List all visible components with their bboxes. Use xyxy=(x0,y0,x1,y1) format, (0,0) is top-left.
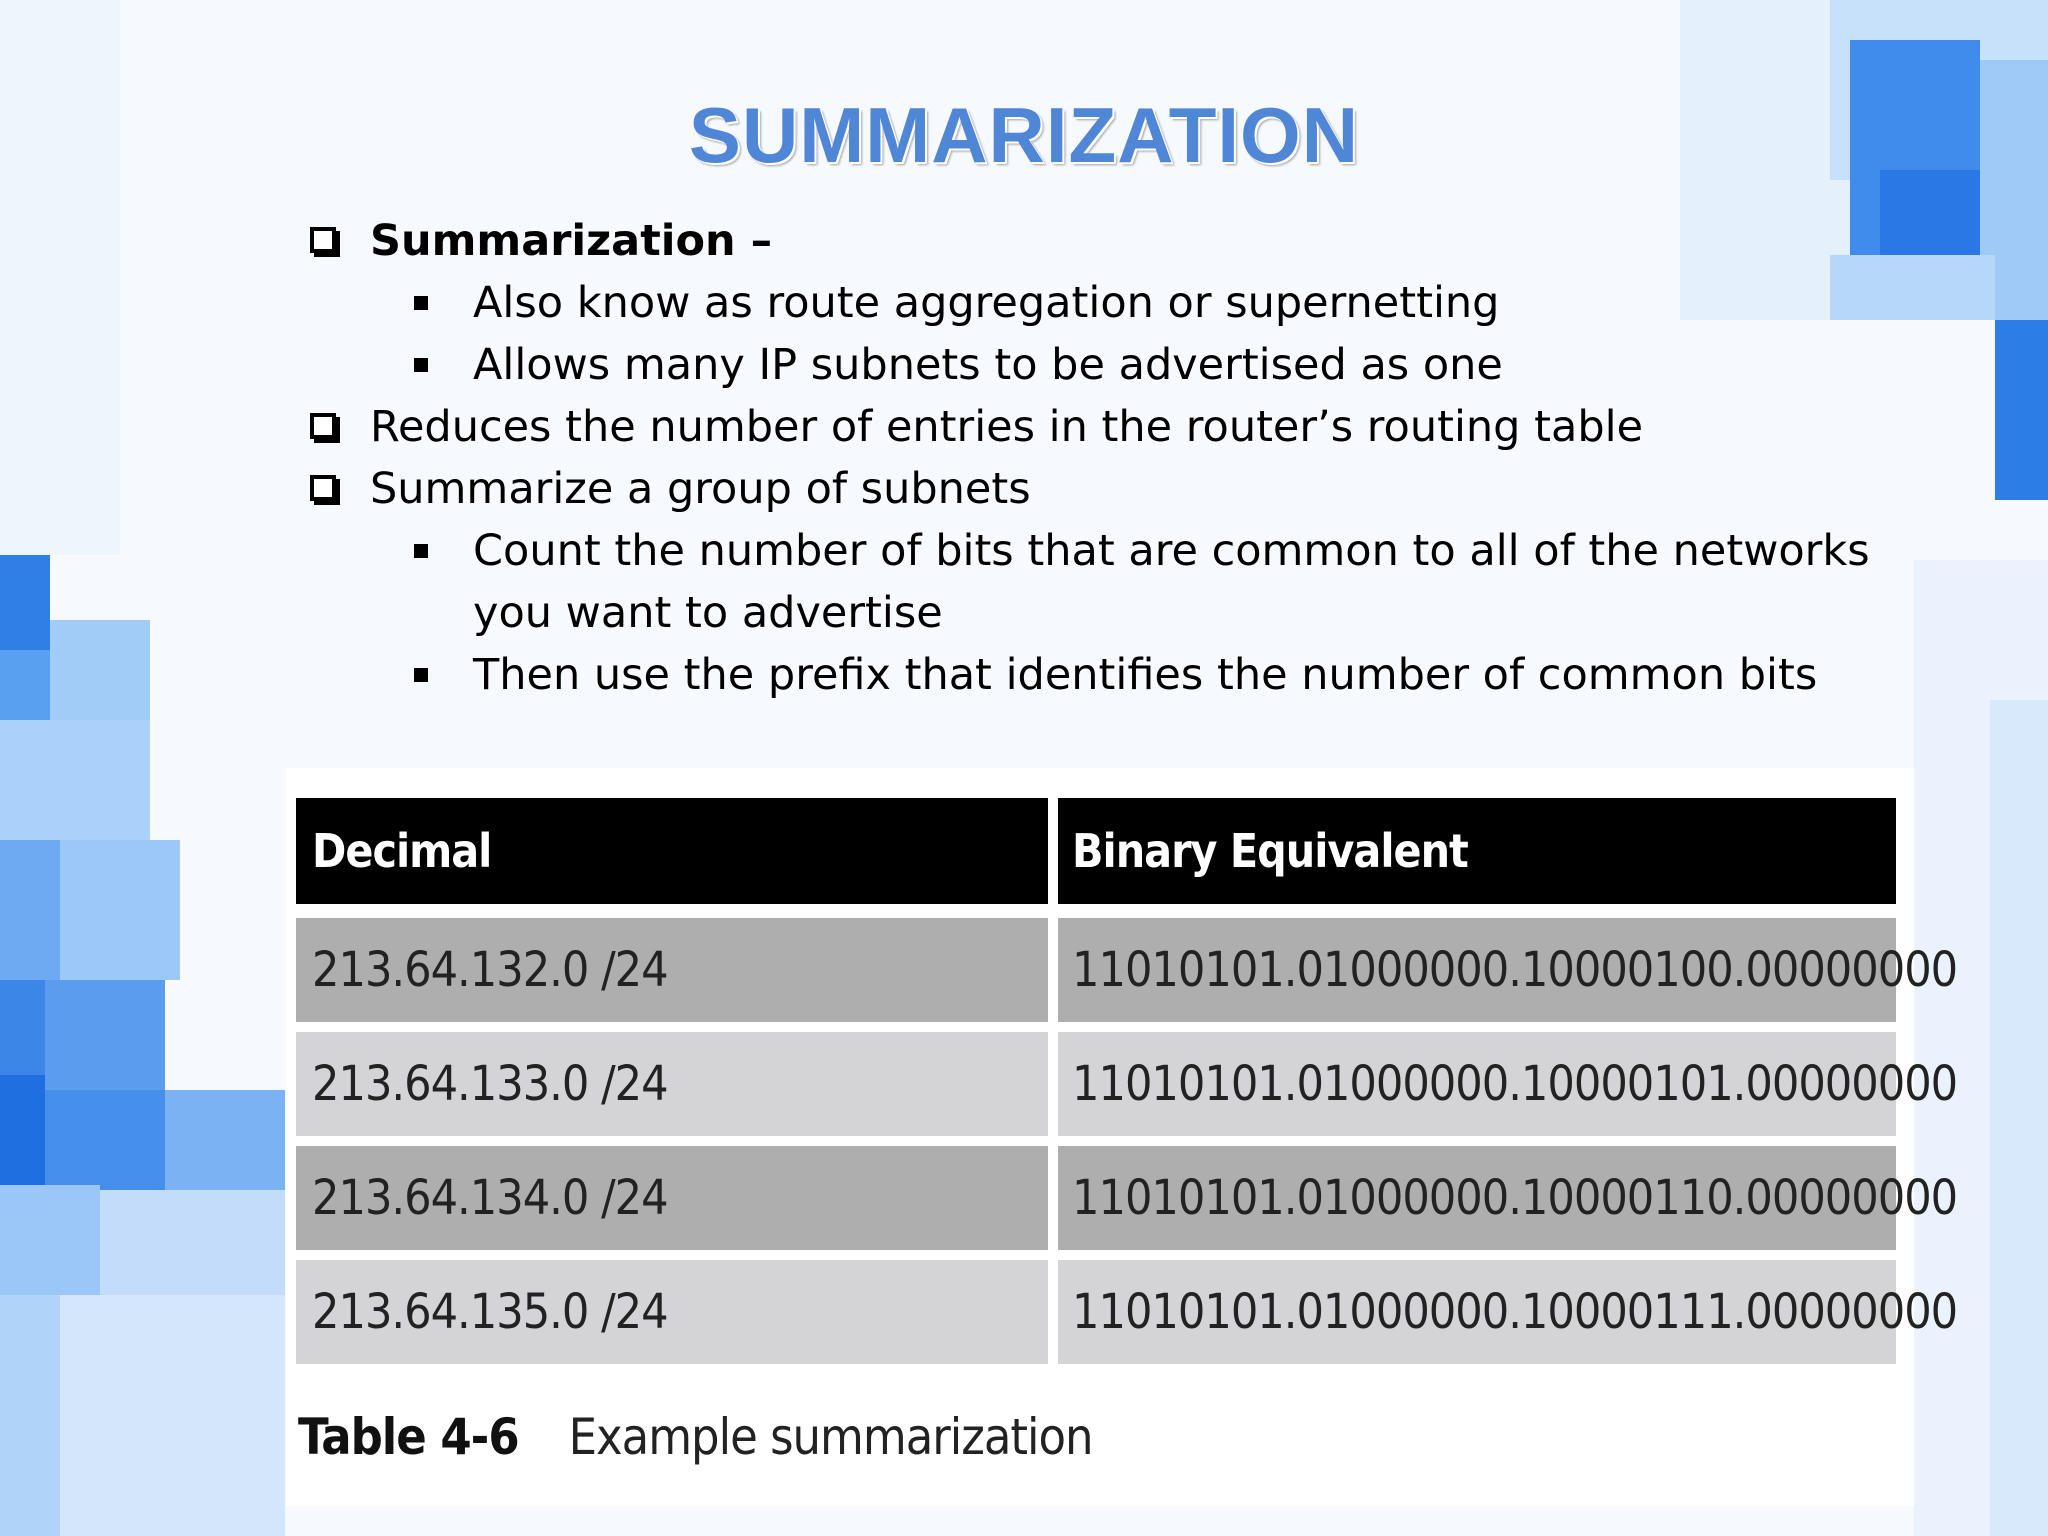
bullet-item xyxy=(308,210,1908,272)
caption-text: Example summarization xyxy=(568,1408,1093,1466)
bullet-list xyxy=(308,210,1908,706)
bullet-text: Also know as route aggregation or supernetting xyxy=(473,278,1500,328)
sub-bullet-item xyxy=(308,334,1908,396)
bullet-text: Allows many IP subnets to be advertised as one xyxy=(473,340,1503,390)
header-decimal: Decimal xyxy=(296,798,1048,904)
table-row xyxy=(296,1260,1958,1364)
slide-title: SUMMARIZATION xyxy=(688,91,1360,179)
bullet-text: Summarization – xyxy=(370,216,773,266)
header-binary: Binary Equivalent xyxy=(1058,798,1896,904)
bullet-text: Reduces the number of entries in the router’s routing table xyxy=(370,402,1644,452)
square-bullet-icon xyxy=(414,668,428,682)
summarization-table xyxy=(296,798,1958,1374)
cell-decimal: 213.64.132.0 /24 xyxy=(296,918,1048,1022)
cell-decimal: 213.64.134.0 /24 xyxy=(296,1146,1048,1250)
table-image xyxy=(286,768,1958,1506)
sub-bullet-item xyxy=(308,644,1908,706)
bullet-text: Count the number of bits that are common to all of the networks you want to advertise xyxy=(473,526,1870,638)
sub-bullet-item xyxy=(308,520,1953,644)
cell-binary: 11010101.01000000.10000101.00000000 xyxy=(1058,1032,1896,1136)
table-row xyxy=(296,1146,1958,1250)
square-bullet-icon xyxy=(414,358,428,372)
checkbox-bullet-icon xyxy=(310,413,336,439)
square-bullet-icon xyxy=(414,544,428,558)
table-row xyxy=(296,1032,1958,1136)
cell-binary: 11010101.01000000.10000110.00000000 xyxy=(1058,1146,1896,1250)
sub-bullet-item xyxy=(308,272,1908,334)
bullet-item xyxy=(308,458,1908,520)
square-bullet-icon xyxy=(414,296,428,310)
cell-binary: 11010101.01000000.10000111.00000000 xyxy=(1058,1260,1896,1364)
table-header-row xyxy=(296,798,1896,904)
checkbox-bullet-icon xyxy=(310,227,336,253)
bullet-item xyxy=(308,396,1908,458)
cell-decimal: 213.64.135.0 /24 xyxy=(296,1260,1048,1364)
table-caption xyxy=(298,1408,1093,1466)
cell-binary: 11010101.01000000.10000100.00000000 xyxy=(1058,918,1896,1022)
caption-number: Table 4-6 xyxy=(298,1408,519,1466)
cell-decimal: 213.64.133.0 /24 xyxy=(296,1032,1048,1136)
checkbox-bullet-icon xyxy=(310,475,336,501)
bullet-text: Summarize a group of subnets xyxy=(370,464,1031,514)
table-row xyxy=(296,918,1958,1022)
bullet-text: Then use the prefix that identifies the number of common bits xyxy=(473,650,1818,700)
